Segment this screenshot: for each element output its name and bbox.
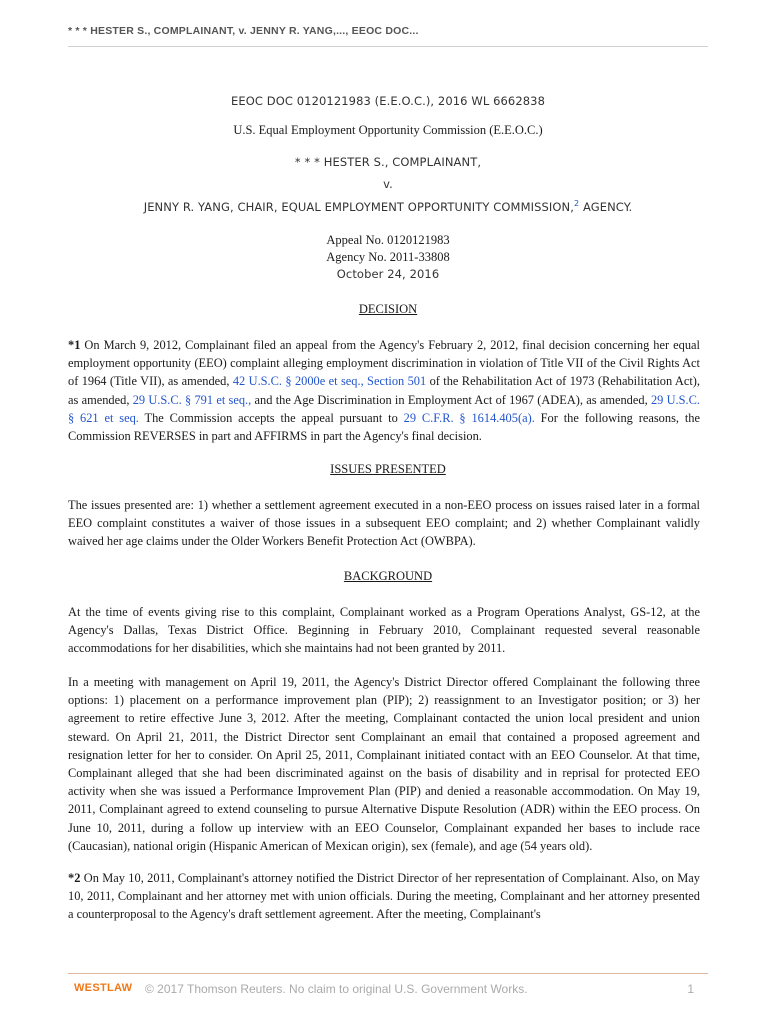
paragraph-decision (68, 336, 700, 445)
paragraph-background-3 (68, 869, 700, 924)
paragraph-background-2: In a meeting with management on April 19, 2011, the Agency's District Director offered Complainant the following three options: 1) placement on a performance improvement plan (PIP); 2) reassignment to an Investigator position; or 3) her agreement to retire effective June 3, 2012. After the meeting, Complainant contacted the union local president and union steward. On April 21, 2011, the District Director sent Complainant an email that contained a proposed agreement and resignation letter for her to consider. On April 25, 2011, Complainant initiated contact with an EEO Counselor. At that time, Complainant alleged that she had been discriminated against on the basis of disability and in reprisal for protected EEO activity when she was issued a Performance Improvement Plan (PIP) and denied a reasonable accommodation. On May 19, 2011, Complainant agreed to extend counseling to pursue Alternative Dispute Resolution (ADR) within the EEO process. On June 10, 2011, during a follow up interview with an EEO Counselor, Complainant expanded her bases to include race (Caucasian), national origin (Hispanic American of Mexican origin), sex (female), and age (54 years old). (68, 675, 700, 853)
citation-link-cfr[interactable]: 29 C.F.R. § 1614.405(a). (403, 410, 535, 425)
paragraph-text: of the Rehabilitation Act of 1973 (Rehabilitation Act), as amended, (68, 374, 700, 407)
page-number: 1 (687, 982, 694, 996)
running-head: * * * HESTER S., COMPLAINANT, v. JENNY R. YANG,..., EEOC DOC... (68, 25, 419, 37)
footer-divider (68, 973, 708, 974)
versus: v. (383, 177, 393, 191)
paragraph-text: For the following reasons, the Commission REVERSES in part and AFFIRMS in part the Agency's final decision. (68, 410, 700, 444)
respondent-label: JENNY R. YANG, CHAIR, EQUAL EMPLOYMENT OPPORTUNITY COMMISSION, (143, 199, 574, 214)
citation-link-title-vii[interactable]: 42 U.S.C. § 2000e et seq., Section 501 (232, 374, 427, 389)
paragraph-text: and the Age Discrimination in Employment Act of 1967 (ADEA), as amended, (251, 392, 651, 407)
star-page-2: *2 (68, 871, 81, 885)
appeal-number: Appeal No. 0120121983 (326, 233, 450, 247)
paragraph-issues: The issues presented are: 1) whether a settlement agreement executed in a non-EEO process on issues raised later in a formal EEO complaint constitutes a waiver of those issues in a subsequent EEO complaint; and 2) whether Complainant validly waived her age claims under the Older Workers Benefit Protection Act (OWBPA). (68, 498, 700, 549)
respondent-suffix: AGENCY. (579, 199, 633, 214)
paragraph-background-1: At the time of events giving rise to this complaint, Complainant worked as a Program Operations Analyst, GS-12, at the Agency's Dallas, Texas District Office. Beginning in February 2010, Complainant requested several reasonable accommodations for her disabilities, which she maintains had not been granted by 2011. (68, 605, 700, 656)
heading-decision: DECISION (358, 302, 418, 316)
heading-issues-presented: ISSUES PRESENTED (330, 462, 446, 476)
paragraph-text: On March 9, 2012, Complainant filed an appeal from the Agency's February 2, 2012, final decision concerning her equal employment opportunity (EEO) complaint alleging employment discrimination in violation of Title VII of the Civil Rights Act of 1964 (Title VII), as amended, (68, 338, 700, 389)
westlaw-logo: WESTLAW (74, 982, 133, 994)
copyright-notice: © 2017 Thomson Reuters. No claim to original U.S. Government Works. (145, 982, 528, 996)
header-divider (68, 46, 708, 47)
citation-link-adea[interactable]: 29 U.S.C. § 621 et seq. (68, 392, 701, 425)
star-page-1: *1 (68, 338, 81, 352)
agency-number: Agency No. 2011-33808 (326, 250, 450, 264)
citation: EEOC DOC 0120121983 (E.E.O.C.), 2016 WL 6662838 (230, 94, 545, 108)
court-name: U.S. Equal Employment Opportunity Commission (E.E.O.C.) (233, 123, 543, 137)
paragraph-text: The Commission accepts the appeal pursuant to (138, 410, 404, 425)
citation-link-rehab-act[interactable]: 29 U.S.C. § 791 et seq., (132, 392, 252, 407)
paragraph-text: On May 10, 2011, Complainant's attorney notified the District Director of her representation of Complainant. Also, on May 10, 2011, Complainant and her attorney met with union officials. During the meeting, Complainant and her attorney presented a counterproposal to the Agency's draft settlement agreement. After the meeting, Complainant's (68, 871, 700, 922)
heading-background: BACKGROUND (343, 569, 433, 583)
complainant-name: * * * HESTER S., COMPLAINANT, (294, 155, 482, 169)
respondent-name (68, 199, 708, 214)
footnote-link[interactable]: 2 (574, 199, 580, 208)
decision-date: October 24, 2016 (336, 267, 440, 281)
